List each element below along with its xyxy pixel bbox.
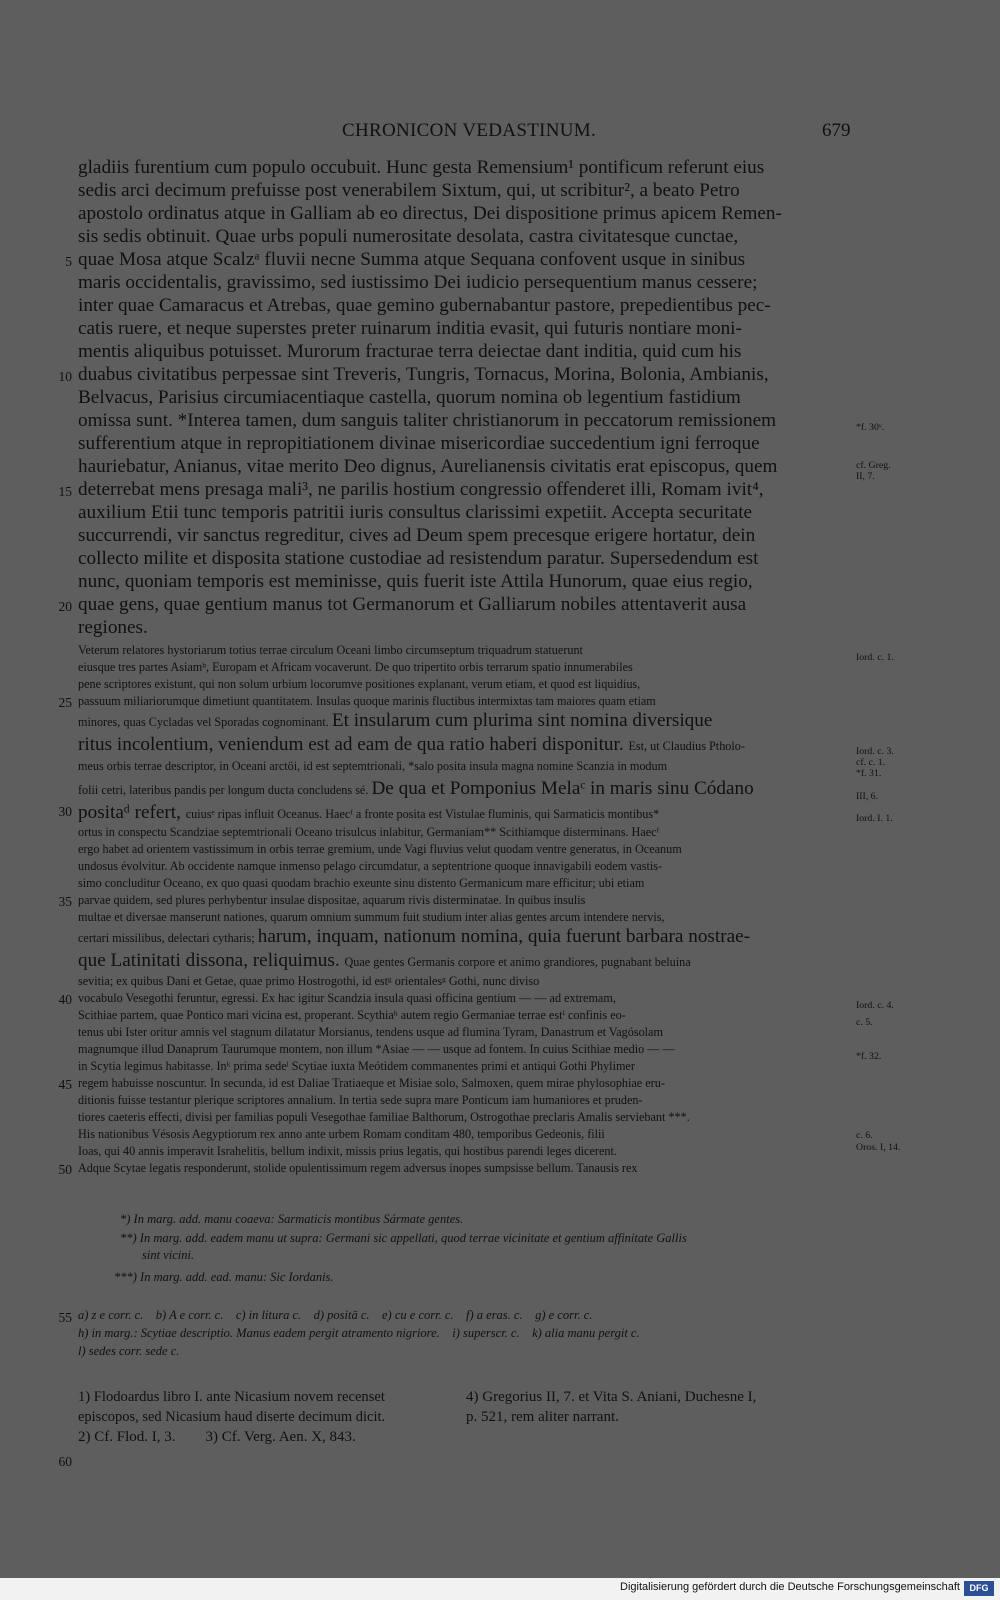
text-line: apostolo ordinatus atque in Galliam ab eo directus, Dei dispositione primus apicem Remen- <box>78 203 782 224</box>
text-line: hauriebatur, Anianus, vitae merito Deo dignus, Aurelianensis civitatis erat episcopus, quem <box>78 456 778 477</box>
text-line <box>78 823 659 841</box>
running-title: CHRONICON VEDASTINUM. <box>342 120 597 141</box>
margin-note: II, 7. <box>856 471 875 482</box>
line-number: 55 <box>58 1310 72 1325</box>
text-line: quae gens, quae gentium manus tot Germanorum et Galliarum nobiles attentaverit ausa <box>78 594 747 615</box>
commentary-span: parvae quidem, sed plures perhybentur insulae dispositae, aquarum rivis disterminatae. In quibus insulis <box>78 893 586 907</box>
variant-line: a) z e corr. c. b) A e corr. c. c) in litura c. d) positā c. e) cu e corr. c. f) a eras. c. g) e corr. c. <box>78 1308 593 1322</box>
text-line <box>78 757 667 775</box>
commentary-span: ergo habet ad orientem vastissimum in orbis terrae gremium, unde Vagi fluvius velut quodam ventre generatus, in Oceanum <box>78 842 682 856</box>
commentary-span: tenus ubi Ister oritur amnis vel stagnum dilatatur Morsianus, tendens usque ad flumina Tyram, Danastrum et Vagósolam <box>78 1025 663 1039</box>
main-text-span: ritus incolentium, veniendum est ad eam de qua ratio haberi disponitur. <box>78 734 629 755</box>
text-line <box>78 989 616 1007</box>
text-line: sis sedis obtinuit. Quae urbs populi numerositate desolata, castra civitatesque cunctae, <box>78 226 739 247</box>
line-number: 15 <box>58 484 72 499</box>
commentary-span: minores, quas Cycladas vel Sporadas cognominant. <box>78 715 332 729</box>
text-line: quae Mosa atque Scalzᵃ fluvii necne Summa atque Sequana confovent usque in sinibus <box>78 249 746 270</box>
main-text-span: que Latinitati dissona, reliquimus. <box>78 950 345 971</box>
text-line <box>78 925 750 948</box>
commentary-span: Scithiae partem, quae Pontico mari vicina est, properant. Scythiaʰ autem regio Germaniae terrae estⁱ confinis eo- <box>78 1008 626 1022</box>
margin-note: c. 5. <box>856 1017 873 1028</box>
line-number: 45 <box>58 1077 72 1092</box>
main-text-span: positaᵈ refert, <box>78 802 186 823</box>
text-line <box>78 908 665 926</box>
text-line <box>78 801 659 824</box>
margin-note: *f. 30ᵛ. <box>856 422 885 433</box>
text-line: Belvacus, Parisius circumiacentiaque castella, quorum nomina ob legentium fastidium <box>78 387 741 408</box>
text-line <box>78 1023 663 1041</box>
text-line: collecto milite et disposita statione custodiae ad resistendum paratur. Supersedendum est <box>78 548 759 569</box>
text-line <box>78 658 633 676</box>
text-line <box>78 1057 635 1075</box>
text-line <box>78 840 682 858</box>
margin-note: cf. Greg. <box>856 460 891 471</box>
variant-line: h) in marg.: Scytiae descriptio. Manus eadem pergit atramento nigriore. i) superscr. c. k) alia manu pergit c. <box>78 1326 640 1340</box>
text-line <box>78 972 539 990</box>
commentary-span: Est, ut Claudius Ptholo- <box>628 739 745 753</box>
text-line: duabus civitatibus perpessae sint Treveris, Tungris, Tornacus, Morina, Bolonia, Ambianis, <box>78 364 769 385</box>
text-line <box>78 1108 690 1126</box>
commentary-span: Adque Scytae legatis responderunt, stolide opulentissimum regem adversus inopes sumpsisse bellum. Tanausis rex <box>78 1161 638 1175</box>
line-number: 50 <box>58 1162 72 1177</box>
line-number: 5 <box>65 254 72 269</box>
commentary-span: vocabulo Vesegothi feruntur, egressi. Ex hac igitur Scandzia insula quasi officina gentium — — ad extremam, <box>78 991 616 1005</box>
line-number: 35 <box>58 894 72 909</box>
commentary-span: cuiusᵉ ripas influit Oceanus. Haecᶠ a fronte posita est Vistulae fluminis, qui Sarmaticis montibus* <box>185 807 660 821</box>
text-line: omissa sunt. *Interea tamen, dum sanguis taliter christianorum in peccatorum remissionem <box>78 410 777 431</box>
digitization-credit: Digitalisierung gefördert durch die Deutsche Forschungsgemeinschaft <box>620 1581 960 1593</box>
text-line <box>78 1091 643 1109</box>
text-line: maris occidentalis, gravissimo, sed iustissimo Dei iudicio persequentium manus cessere; <box>78 272 758 293</box>
commentary-span: simo concluditur Oceano, ex quo quasi quodam brachio exeunte sinu distento Germanicum mare efficitur; ubi etiam <box>78 876 645 890</box>
text-line: catis ruere, et neque superstes preter ruinarum inditia evasit, qui futuris nontiare moni- <box>78 318 742 339</box>
text-line <box>78 891 585 909</box>
text-line <box>78 1125 605 1143</box>
commentary-span: pene scriptores existunt, qui non solum urbium locorumve positiones explanant, verum etiam, et quod est liquidius, <box>78 677 641 691</box>
text-line: nunc, quoniam temporis est meminisse, quis fuerit iste Attila Hunorum, quae eius regio, <box>78 571 753 592</box>
margin-note: c. 6. <box>856 1130 873 1141</box>
text-line <box>78 857 662 875</box>
text-line: succurrendi, vir sanctus regreditur, cives ad Deum spem precesque erigere hortatur, dein <box>78 525 756 546</box>
commentary-span: in Scytia legimus habitasse. Inᵏ prima sedeˡ Scytiae iuxta Meótidem commanentes primi et antiqui Gothi Phylimer <box>78 1059 635 1073</box>
text-line <box>78 949 691 972</box>
text-line: gladiis furentium cum populo occubuit. Hunc gesta Remensium¹ pontificum referunt eius <box>78 157 765 178</box>
commentary-span: ortus in conspectu Scandziae septemtrionali Oceano trisulcus inlabitur, Germaniam** Scithiamque disterminans. Haecᶠ <box>78 825 660 839</box>
commentary-span: Quae gentes Germanis corpore et animo grandiores, pugnabant beluina <box>344 955 691 969</box>
commentary-span: His nationibus Vésosis Aegyptiorum rex anno ante urbem Romam conditam 480, temporibus Gedeonis, filii <box>78 1127 605 1141</box>
line-number: 60 <box>58 1454 72 1469</box>
text-line <box>78 733 745 756</box>
footnote-line: ***) In marg. add. ead. manu: Sic Iordanis. <box>114 1270 334 1284</box>
commentary-span: sevitia; ex quibus Dani et Getae, quae primo Hostrogothi, id estᵍ orientalesᵍ Gothi, nunc diviso <box>78 974 540 988</box>
footnote-line: episcopos, sed Nicasium haud diserte decimum dicit. <box>78 1409 386 1425</box>
text-line: auxilium Etii tunc temporis patritii iuris consultus clarissimi expetiit. Accepta securitate <box>78 502 753 523</box>
text-line: regiones. <box>78 617 148 638</box>
margin-note: Oros. I, 14. <box>856 1142 901 1153</box>
text-line <box>78 1040 675 1058</box>
text-line <box>78 692 656 710</box>
commentary-span: meus orbis terrae descriptor, in Oceani arctöi, id est septemtrionali, *salo posita insula magna nomine Scanzia in modum <box>78 759 668 773</box>
footnote-line: 1) Flodoardus libro I. ante Nicasium novem recenset <box>78 1389 385 1405</box>
footnote-line: **) In marg. add. eadem manu ut supra: Germani sic appellati, quod terrae vicinitate et gentium affinitate Gallis <box>120 1231 687 1245</box>
line-number: 25 <box>58 695 72 710</box>
commentary-span: Ioas, qui 40 annis imperavit Israhelitis, bellum indixit, missis prius legatis, qui hostibus parendi leges dicerent. <box>78 1144 617 1158</box>
margin-note: III, 6. <box>856 791 879 802</box>
main-text-span: Et insularum cum plurima sint nomina diversique <box>331 710 713 731</box>
margin-note: cf. c. 1. <box>856 757 886 768</box>
text-line: sufferentium atque in repropitiationem divinae misericordiae succedentium igni ferroque <box>78 433 760 454</box>
footnote-line: sint vicini. <box>142 1248 195 1262</box>
commentary-span: tiores caeteris effecti, divisi per familias populi Vesegothae familiae Balthorum, Ostrogothae preclaris Amalis serviebant ***. <box>78 1110 690 1124</box>
text-line <box>78 1159 637 1177</box>
text-line <box>78 675 640 693</box>
text-line <box>78 1142 617 1160</box>
margin-note: Iord. I. 1. <box>856 813 893 824</box>
text-line: mentis aliquibus potuisset. Murorum fracturae terra deiectae dant inditia, quid cum his <box>78 341 742 362</box>
line-number: 30 <box>58 804 72 819</box>
footnote-line: 4) Gregorius II, 7. et Vita S. Aniani, Duchesne I, <box>466 1389 757 1405</box>
margin-note: *f. 32. <box>856 1051 882 1062</box>
footer-bar <box>0 1578 1000 1600</box>
dfg-logo: DFG <box>964 1581 994 1596</box>
commentary-span: magnumque illud Danaprum Taurumque montem, non illum *Asiae — — usque ad fontem. In cuius Scithiae medio — — <box>78 1042 675 1056</box>
footnote-line: p. 521, rem aliter narrant. <box>466 1409 619 1425</box>
footnote-line: 2) Cf. Flod. I, 3. 3) Cf. Verg. Aen. X, 843. <box>78 1429 356 1445</box>
text-line <box>78 874 644 892</box>
margin-note: Iord. c. 4. <box>856 1000 894 1011</box>
page-number: 679 <box>822 120 851 141</box>
commentary-span: eiusque tres partes Asiamᵇ, Europam et Africam vocaverunt. De quo tripertito orbis terrarum spatio innumerabiles <box>78 660 633 674</box>
line-number: 20 <box>58 599 72 614</box>
variant-line: l) sedes corr. sede c. <box>78 1344 180 1358</box>
commentary-span: certari missilibus, delectari cytharis; <box>78 931 258 945</box>
commentary-span: ditionis fuisse testantur plerique scriptores annalium. In tertia sede supra mare Ponticum iam humaniores et pruden- <box>78 1093 643 1107</box>
text-line: inter quae Camaracus et Atrebas, quae gemino gubernabantur pastore, prepedientibus pec- <box>78 295 771 316</box>
text-line: deterrebat mens presaga mali³, ne parilis hostium congressio offenderet illi, Romam ivit⁴, <box>78 479 764 500</box>
commentary-span: regem habuisse noscuntur. In secunda, id est Daliae Tratiaeque et Misiae solo, Salmoxen, quem mirae phylosophiae eru- <box>78 1076 665 1090</box>
footnote-line: *) In marg. add. manu coaeva: Sarmaticis montibus Sármate gentes. <box>120 1212 464 1226</box>
commentary-span: passuum miliariorumque dimetiunt quantitatem. Insulas quoque marinis fluctibus intermixtas tam maiores quam etiam <box>78 694 656 708</box>
text-line <box>78 777 754 800</box>
line-number: 10 <box>58 369 72 384</box>
page-header <box>0 120 1000 146</box>
text-line <box>78 1006 626 1024</box>
commentary-span: multae et diversae manserunt nationes, quarum omnium summum fuit studium inter alias gentes arcum intendere nervis, <box>78 910 665 924</box>
margin-note: Iord. c. 1. <box>856 652 894 663</box>
main-text-span: harum, inquam, nationum nomina, quia fuerunt barbara nostrae- <box>257 926 751 947</box>
text-line <box>78 641 583 659</box>
text-line <box>78 709 712 732</box>
margin-note: Iord. c. 3. <box>856 746 894 757</box>
commentary-span: folii cetri, lateribus pandis per longum ducta concludens sé. <box>78 783 372 797</box>
commentary-span: undosus évolvitur. Ab occidente namque inmenso pelago circumdatur, a septentrione quoque innavigabili eodem vastis- <box>78 859 663 873</box>
margin-note: *f. 31. <box>856 768 882 779</box>
text-line: sedis arci decimum prefuisse post venerabilem Sixtum, qui, ut scribitur², a beato Petro <box>78 180 740 201</box>
main-text-span: De qua et Pomponius Melaᶜ in maris sinu Códano <box>371 778 754 799</box>
line-number: 40 <box>58 992 72 1007</box>
text-line <box>78 1074 665 1092</box>
commentary-span: Veterum relatores hystoriarum totius terrae circulum Oceani limbo circumseptum triquadrum statuerunt <box>78 643 583 657</box>
